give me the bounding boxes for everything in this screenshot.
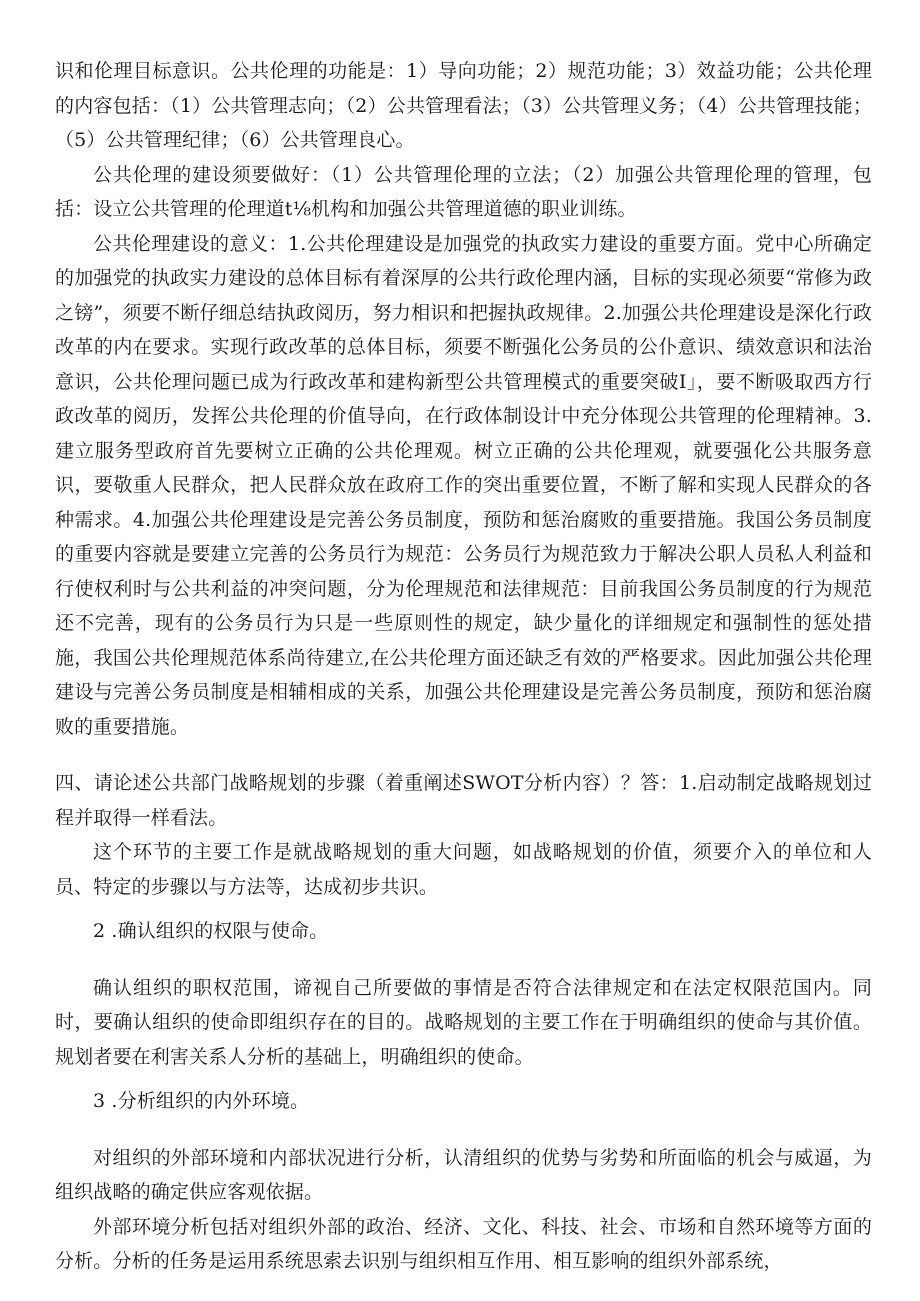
paragraph-step-three-detail: 对组织的外部环境和内部状况进行分析，认清组织的优势与劣势和所面临的机会与威逼，为组织战略的确定供应客观依据。 xyxy=(55,1146,872,1203)
paragraph-ethics-construction: 公共伦理的建设须要做好：（1）公共管理伦理的立法；（2）加强公共管理伦理的管理，包括：设立公共管理的伦理道t⅛机构和加强公共管理道德的职业训练。 xyxy=(55,163,872,220)
paragraph-step-two-detail: 确认组织的职权范围，谛视自己所要做的事情是否符合法律规定和在法定权限范国内。同时，要确认组织的使命即组织存在的目的。战略规划的主要工作在于明确组织的使命与其价值。规划者要在利害关系人分析的基础上，明确组织的使命。 xyxy=(55,976,872,1068)
heading-step-two: 2 .确认组织的权限与使命。 xyxy=(93,920,329,942)
paragraph-step-one-detail: 这个环节的主要工作是就战略规划的重大问题，如战略规划的价值，须要介入的单位和人员、特定的步骤以与方法等，达成初步共识。 xyxy=(55,841,872,898)
paragraph-ethics-significance: 公共伦理建设的意义：1.公共伦理建设是加强党的执政实力建设的重要方面。党中心所确定的加强党的执政实力建设的总体目标有着深厚的公共行政伦理内涵，目标的实现必须要“常修为政之镑”，须要不断仔细总结执政阅历，努力相识和把握执政规律。2.加强公共伦理建设是深化行政改革的内在要求。实现行政改革的总体目标，须要不断强化公务员的公仆意识、绩效意识和法治意识，公共伦理问题已成为行政改革和建构新型公共管理模式的重要突破I」，要不断吸取西方行政改革的阅历，发挥公共伦理的价值导向，在行政体制设计中充分体现公共管理的伦理精神。3.建立服务型政府首先要树立正确的公共伦理观。树立正确的公共伦理观，就要强化公共服务意识，要敬重人民群众，把人民群众放在政府工作的突出重要位置，不断了解和实现人民群众的各种需求。4.加强公共伦理建设是完善公务员制度，预防和惩治腐败的重要措施。我国公务员制度的重要内容就是要建立完善的公务员行为规范：公务员行为规范致力于解决公职人员私人利益和行使权利时与公共利益的冲突问题，分为伦理规范和法律规范：目前我国公务员制度的行为规范还不完善，现有的公务员行为只是一些原则性的规定，缺少量化的详细规定和强制性的惩处措施，我国公共伦理规范体系尚待建立,在公共伦理方面还缺乏有效的严格要求。因此加强公共伦理建设与完善公务员制度是相辅相成的关系，加强公共伦理建设是完善公务员制度，预防和惩治腐败的重要措施。 xyxy=(55,232,872,738)
paragraph-question-four: 四、请论述公共部门战略规划的步骤（着重阐述SWOT分析内容）？答：1.启动制定战略规划过程并取得一样看法。 xyxy=(55,772,872,829)
paragraph-external-environment: 外部环境分析包括对组织外部的政治、经济、文化、科技、社会、市场和自然环境等方面的分析。分析的任务是运用系统思索去识别与组织相互作用、相互影响的组织外部系统， xyxy=(55,1215,872,1272)
heading-step-three: 3 .分析组织的内外环境。 xyxy=(93,1090,310,1112)
paragraph-ethics-functions: 识和伦理目标意识。公共伦理的功能是：1）导向功能；2）规范功能；3）效益功能；公共伦理的内容包括：（1）公共管理志向；（2）公共管理看法；（3）公共管理义务；（4）公共管理技能；（5）公共管理纪律；（6）公共管理良心。 xyxy=(55,60,872,151)
